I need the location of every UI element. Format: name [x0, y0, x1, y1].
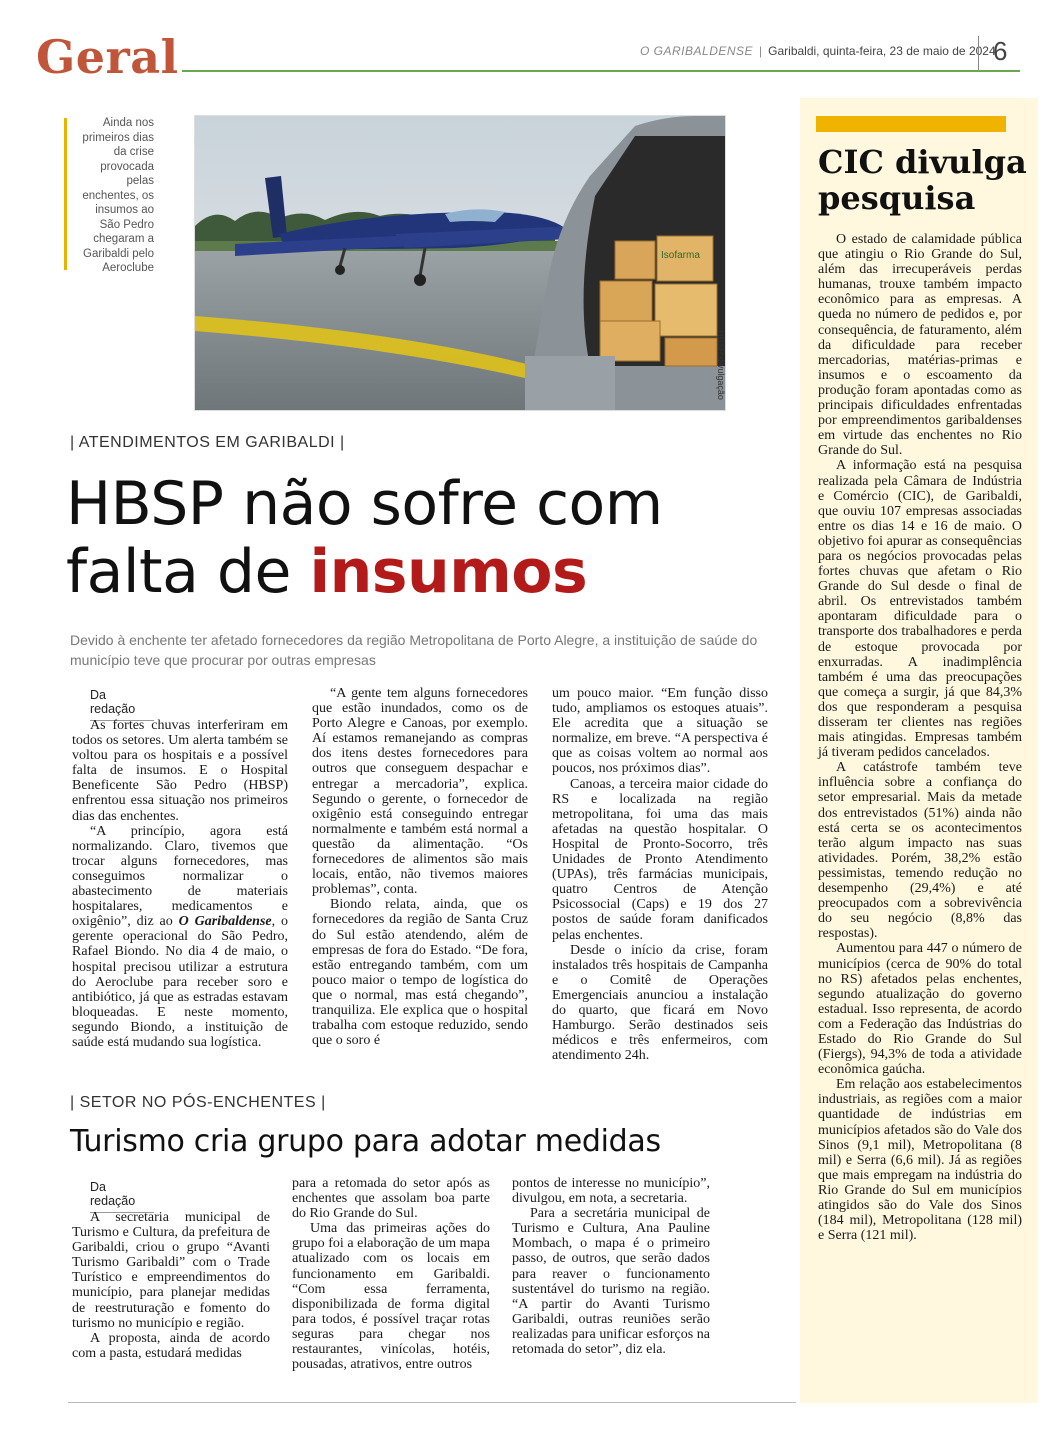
- photo-caption: Ainda nos primeiros dias da crise provocada pelas enchentes, os insumos ao São Pedro chegaram a Garibaldi pelo Aeroclube: [82, 117, 154, 274]
- box-label: Isofarma: [661, 250, 700, 261]
- page-number: 6: [978, 36, 1007, 70]
- paragraph: um pouco maior. “Em função disso tudo, ampliamos os estoques atuais”. Ele acredita que a situação se normalize, em breve. “A perspectiva é que as coisas voltem ao normal aos poucos, nos próximos dias”.: [552, 686, 768, 777]
- article-column-1: [72, 718, 288, 1050]
- paragraph: pontos de interesse no município”, divulgou, em nota, a secretaria.: [512, 1176, 710, 1207]
- second-column-2: [292, 1176, 490, 1372]
- second-article-kicker: | SETOR NO PÓS-ENCHENTES |: [70, 1094, 326, 1111]
- paragraph: A proposta, ainda de acordo com a pasta, estudará medidas: [72, 1330, 270, 1361]
- paragraph: para a retomada do setor após as enchentes que assolam boa parte do Rio Grande do Sul.: [292, 1176, 490, 1222]
- headline-line-2: falta de: [66, 537, 310, 607]
- second-column-1: [72, 1210, 270, 1361]
- photo-illustration: [195, 116, 725, 410]
- header-rule: [182, 70, 1020, 72]
- header-meta: O GARIBALDENSE | Garibaldi, quinta-feira, 23 de maio de 2024: [640, 44, 996, 58]
- article-kicker: | ATENDIMENTOS EM GARIBALDI |: [70, 434, 345, 451]
- bottom-rule: [68, 1402, 796, 1403]
- paragraph: As fortes chuvas interferiram em todos os setores. Um alerta também se voltou para os hospitais e a possível falta de insumos. E o Hospital Beneficente São Pedro (HBSP) enfrentou essa situação nos primeiros dias das enchentes.: [72, 718, 288, 824]
- article-column-3: [552, 686, 768, 1063]
- second-article-headline: Turismo cria grupo para adotar medidas: [70, 1124, 661, 1159]
- paragraph: Em relação aos estabelecimentos industriais, as regiões com a maior quantidade de indústrias em municípios afetados são do Vale dos Sinos (9,1 mil), Metropolitana (8 mil) e Serra (6,6 mil). Já as regiões que mais empregam na indústria do Rio Grande do Sul em municípios atingidos são do Vale dos Sinos (184 mil), Metropolitana (128 mil) e Serra (121 mil).: [818, 1077, 1022, 1244]
- paragraph: “A gente tem alguns fornecedores que estão inundados, como os de Porto Alegre e Canoas, por exemplo. Aí estamos remanejando as compras dos itens destes fornecedores para outros que conseguem despachar e entregar a mercadoria”, explica. Segundo o gerente, o fornecedor de oxigênio está conseguindo entregar normalmente e também está normal a questão da alimentação. “Os fornecedores de alimentos são mais locais, então, não tivemos maiores problemas”, conta.: [312, 686, 528, 898]
- second-column-3: [512, 1176, 710, 1357]
- publication-name: O GARIBALDENSE: [640, 44, 754, 58]
- paragraph: A catástrofe também teve influência sobre a confiança do setor empresarial. Mais da metade dos entrevistados (51%) ainda não está certa se os acontecimentos terão algum impacto nas suas atividades. Porém, 38,2% estão pessimistas, temendo redução no desempenho (29,4%) e até preocupados com a sobrevivência do seu negócio (8,8% das respostas).: [818, 760, 1022, 942]
- photo-credit: HBSP divulgação: [716, 330, 726, 400]
- sidebar-body: [818, 232, 1022, 1243]
- dateline: Garibaldi, quinta-feira, 23 de maio de 2024: [768, 44, 996, 58]
- paragraph: O estado de calamidade pública que atingiu o Rio Grande do Sul, além das irrecuperáveis perdas humanas, trouxe também impacto econômico para as empresas. A queda no número de pedidos e, por consequência, de faturamento, além da dificuldade para receber mercadorias, matérias-primas e insumos e o escoamento da produção foram apontadas como as principais dificuldades enfrentadas por empreendimentos garibaldenses em virtude das enchentes no Rio Grande do Sul.: [818, 232, 1022, 459]
- article-byline: Da redação: [90, 688, 154, 721]
- article-headline: [66, 470, 796, 606]
- headline-emphasis: insumos: [309, 537, 588, 607]
- photo-plane-and-car: [194, 115, 726, 411]
- paragraph: Desde o início da crise, foram instalados três hospitais de Campanha e o Comitê de Operações Emergenciais anunciou a instalação do quarto, que ficará em Novo Hamburgo. Serão destinados seis médicos e três enfermeiros, com atendimento 24h.: [552, 942, 768, 1064]
- caption-accent-bar: [64, 118, 67, 270]
- paragraph: Aumentou para 447 o número de municípios (cerca de 90% do total no RS) afetados pelas enchentes, segundo atualização do governo estadual. Isso representa, de acordo com a Federação das Indústrias do Estado do Rio Grande do Sul (Fiergs), 94,3% de toda a atividade econômica gaúcha.: [818, 941, 1022, 1078]
- headline-line-1: HBSP não sofre com: [66, 469, 663, 539]
- sidebar-accent-bar: [816, 116, 1006, 132]
- article-column-2: [312, 686, 528, 1048]
- paragraph: Biondo relata, ainda, que os fornecedores da região de Santa Cruz do Sul estão atendendo, além de empresas de fora do Estado. “De fora, estão entregando também, com um pouco maior o tempo de logística do que o normal, mas está chegando”, tranquiliza. Ele explica que o hospital trabalha com estoque reduzido, sendo que o soro é: [312, 897, 528, 1049]
- sidebar-title: CIC divulga pesquisa: [818, 143, 1027, 217]
- paragraph: Canoas, a terceira maior cidade do RS e localizada na região metropolitana, foi uma das mais afetadas na questão hospitalar. O Hospital de Pronto-Socorro, três Unidades de Pronto Atendimento (UPAs), três farmácias municipais, quatro Centros de Atenção Psicossocial (Caps) e 19 dos 27 postos de saúde foram danificados pelas enchentes.: [552, 776, 768, 943]
- paragraph: Uma das primeiras ações do grupo foi a elaboração de um mapa atualizado com os locais em funcionamento em Garibaldi. “Com essa ferramenta, disponibilizada de forma digital para todos, é possível traçar rotas seguras para chegar nos restaurantes, vinícolas, hotéis, pousadas, atrativos, entre outros: [292, 1221, 490, 1373]
- paragraph: A informação está na pesquisa realizada pela Câmara de Indústria e Comércio (CIC), de Garibaldi, que ouviu 107 empresas associadas entre os dias 14 e 16 de maio. O objetivo foi apurar as consequências para os negócios provocadas pelas fortes chuvas que afetam o Rio Grande do Sul desde o final de abril. Os entrevistados também apontaram dificuldade para o transporte dos trabalhadores e perda de estoque provocada por enxurradas. A inadimplência também é uma das preocupações que começa a surgir, já que 84,3% dos que responderam a pesquisa disseram ter clientes nas regiões mais atingidas. Empresas também já tiveram pedidos cancelados.: [818, 458, 1022, 761]
- paragraph: Para a secretária municipal de Turismo e Cultura, Ana Pauline Mombach, o mapa é o primeiro passo, de outros, que serão dados para reaver o funcionamento sustentável do turismo na região. “A partir do Avanti Turismo Garibaldi, outras reuniões serão realizadas para unificar esforços na retomada do setor”, diz ela.: [512, 1206, 710, 1358]
- article-subhead: Devido à enchente ter afetado fornecedores da região Metropolitana de Porto Alegre, a instituição de saúde do município teve que procurar por outras empresas: [70, 632, 758, 668]
- paragraph: A secretaria municipal de Turismo e Cultura, da prefeitura de Garibaldi, criou o grupo “Avanti Turismo Garibaldi” com o Trade Turístico e empreendimentos do município, para planejar medidas de reestruturação e fomento do turismo no município e região.: [72, 1210, 270, 1331]
- publication-mention: O Garibaldense: [178, 914, 272, 930]
- paragraph: “A princípio, agora está normalizando. Claro, tivemos que trocar alguns fornecedores, mas conseguimos normalizar o abastecimento de materiais hospitalares, medicamentos e oxigênio”, diz ao O Garibaldense, o gerente operacional do São Pedro, Rafael Biondo. No dia 4 de maio, o hospital precisou utilizar a estrutura do Aeroclube para receber soro e antibiótico, já que as estradas estavam bloqueadas. E neste momento, segundo Biondo, a instituição de saúde está mudando sua logística.: [72, 823, 288, 1050]
- section-title: Geral: [36, 30, 179, 84]
- second-article-byline: Da redação: [90, 1180, 154, 1213]
